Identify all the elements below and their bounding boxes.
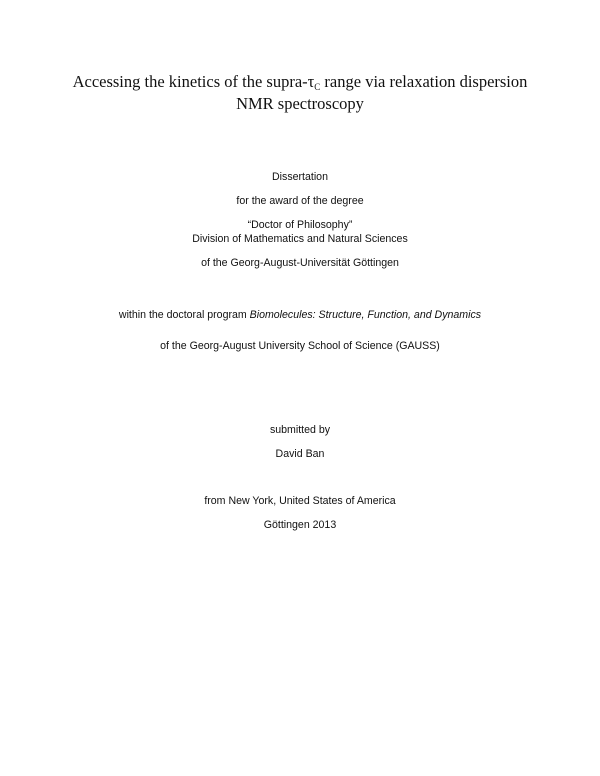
doctoral-program	[0, 308, 600, 322]
award-text: for the award of the degree	[236, 195, 364, 207]
university-name: of the Georg-August-Universität Göttingen	[201, 257, 399, 269]
tau-subscript: C	[314, 82, 321, 92]
graduate-school: of the Georg-August University School of Science (GAUSS)	[160, 340, 440, 352]
degree-name: “Doctor of Philosophy”	[247, 219, 353, 231]
tau-symbol: τ	[307, 72, 315, 91]
division-name: Division of Mathematics and Natural Sciences	[192, 233, 408, 245]
author-origin: from New York, United States of America	[204, 495, 396, 507]
title-text-start: Accessing the kinetics of the supra-	[72, 72, 308, 91]
title-text-end: range via relaxation dispersion	[320, 72, 528, 91]
submitted-by-label: submitted by	[269, 424, 331, 436]
dissertation-label: Dissertation	[272, 171, 328, 183]
thesis-title-line-2: NMR spectroscopy	[236, 94, 364, 113]
program-prefix: within the doctoral program	[118, 309, 250, 321]
place-and-year: Göttingen 2013	[263, 519, 337, 531]
program-name: Biomolecules: Structure, Function, and Dynamics	[249, 309, 482, 321]
author-name: David Ban	[275, 448, 325, 460]
